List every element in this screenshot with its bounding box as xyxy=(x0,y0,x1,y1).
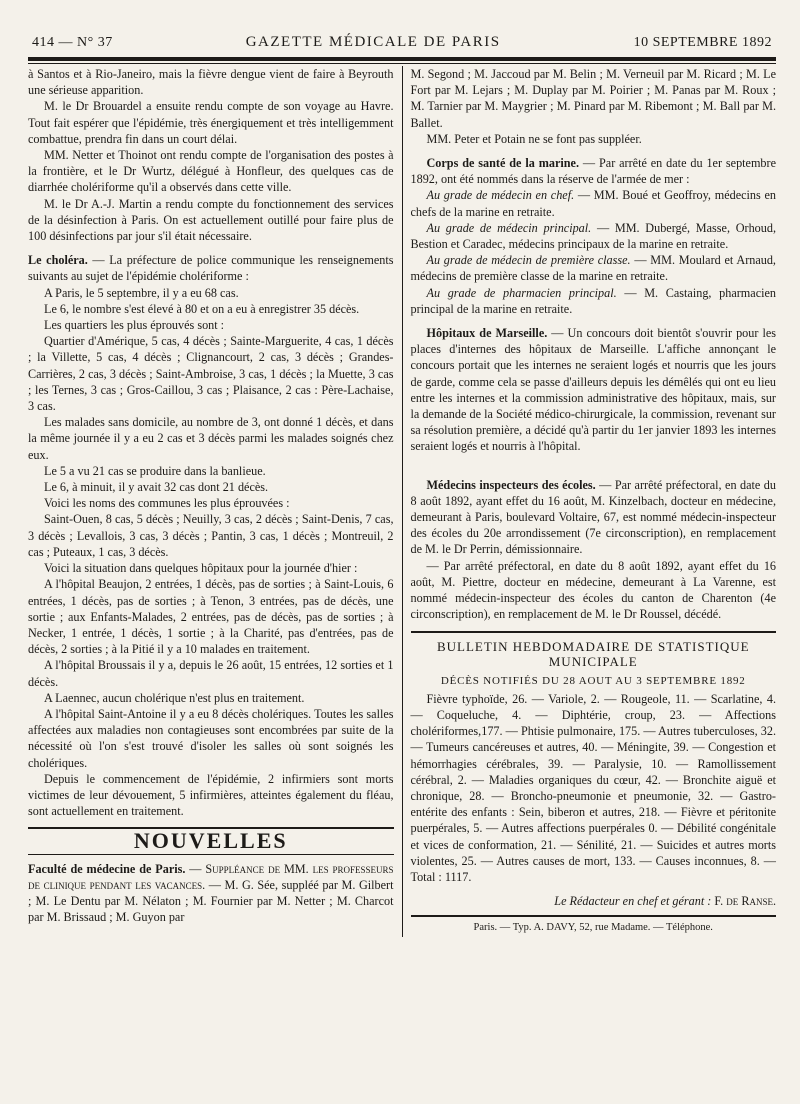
mortality-statistics: Fièvre typhoïde, 26. — Variole, 2. — Rougeole, 11. — Scarlatine, 4. — Coqueluche, 4. — Diphtérie, croup, 23. — Affections cholériformes,177. — Phtisie pulmonaire, 175. — Autres tuberculoses, 32. — Tumeurs cancéreuses et autres, 40. — Méningite, 39. — Congestion et hémorrhagies cérébrales, 39. — Paralysie, 10. — Ramollissement cérébral, 2. — Maladies organiques du cœur, 42. — Bronchite aiguë et chronique, 28. — Broncho-pneumonie et pneumonie, 32. — Gastro-entérite des enfants : Sein, biberon et autres, 218. — Fièvre et péritonite puerpérales, 5. — Autres affections puerpérales 0. — Débilité congénitale et vices de conformation, 21. — Sénilité, 21. — Suicides et autres morts violentes, 25. — Autres causes de mort, 133. — Causes inconnues, 8. — Total : 1117. xyxy=(410,691,776,884)
paragraph: M. le Dr Brouardel a ensuite rendu compte de son voyage au Havre. Tout fait espérer que l'épidémie, très énergiquement et très intelligemment combattue, prendra fin dans un court délai. xyxy=(28,99,394,146)
imprint-rule xyxy=(411,915,777,917)
paragraph: Au grade de médecin en chef. — MM. Boué et Geoffroy, médecins en chefs de la marine en retraite. xyxy=(410,188,776,219)
printer-imprint: Paris. — Typ. A. DAVY, 52, rue Madame. — Téléphone. xyxy=(473,922,713,934)
paragraph: MM. Peter et Potain ne se font pas suppléer. xyxy=(426,131,642,146)
paragraph: MM. Netter et Thoinot ont rendu compte de l'organisation des postes à la frontière, et le Dr Wurtz, délégué à Honfleur, des quelques cas de diarrhée cholériforme qu'il a observés dans cette ville. xyxy=(28,148,394,195)
inspecteurs-section: Médecins inspecteurs des écoles. — Par arrêté préfectoral, en date du 8 août 1892, ayant effet du 16 août, M. Kinzelbach, docteur en médecine, demeurant à Paris, boulevard Voltaire, 67, est nommé médecin-inspecteur des écoles du 20e arrondissement (7e circonscription), en remplacement de M. le Dr Perrin, démissionnaire. xyxy=(410,477,776,557)
paragraph: Les malades sans domicile, au nombre de 3, ont donné 1 décès, et dans la même journée il y a eu 2 cas et 3 décès parmi les malades soignés chez eux. xyxy=(28,415,394,462)
paragraph: Quartier d'Amérique, 5 cas, 4 décès ; Sainte-Marguerite, 4 cas, 1 décès ; la Villette, 5 cas, 4 décès ; Clignancourt, 2 cas, 3 décès ; Grandes-Carrières, 2 cas, 3 décès ; Saint-Ambroise, 3 cas, 1 décès ; la Muette, 3 cas ; les Ternes, 3 cas ; Gros-Caillou, 3 cas ; Plaisance, 2 cas : Père-Lachaise, 3 cas. xyxy=(28,334,394,414)
left-column xyxy=(28,66,402,937)
paragraph: Le 6, le nombre s'est élevé à 80 et on a eu à enregistrer 35 décès. xyxy=(44,301,360,316)
paragraph: Voici les noms des communes les plus éprouvées : xyxy=(44,496,290,511)
editor-signature: Le Rédacteur en chef et gérant : F. de Ranse. xyxy=(554,894,776,909)
paragraph: Saint-Ouen, 8 cas, 5 décès ; Neuilly, 3 cas, 2 décès ; Saint-Denis, 7 cas, 3 décès ; Levallois, 3 cas, 3 décès ; Pantin, 3 cas, 1 décès ; Montreuil, 2 cas ; Puteaux, 1 cas, 3 décès. xyxy=(28,512,394,559)
nouvelles-heading: NOUVELLES xyxy=(28,827,394,854)
paragraph: M. le Dr A.-J. Martin a rendu compte du fonctionnement des services de la désinfection à Paris. On est actuellement outillé pour faire plus de 100 désinfections par jour s'il était nécessaire. xyxy=(28,196,394,244)
columns xyxy=(28,66,776,937)
paragraph: Le 6, à minuit, il y avait 32 cas dont 21 décès. xyxy=(44,480,269,495)
paragraph: Au grade de pharmacien principal. — M. Castaing, pharmacien principal de la marine en retraite. xyxy=(410,285,776,316)
paragraph: Le 5 a vu 21 cas se produire dans la banlieue. xyxy=(44,463,266,478)
paragraph: A l'hôpital Saint-Antoine il y a eu 8 décès cholériques. Toutes les salles affectées aux maladies non contagieuses sont encombrées par suite de la nécessité où l'on s'est trouvé d'isoler les salles où sont soignés les cholériques. xyxy=(28,706,394,770)
journal-title: GAZETTE MÉDICALE DE PARIS xyxy=(245,34,501,50)
paragraph: A Paris, le 5 septembre, il y a eu 68 cas. xyxy=(44,285,239,300)
paragraph: Au grade de médecin de première classe. — MM. Moulard et Arnaud, médecins de première classe de la marine en retraite. xyxy=(410,253,776,284)
bulletin-rule xyxy=(411,631,777,633)
paragraph: Les quartiers les plus éprouvés sont : xyxy=(44,318,225,333)
paragraph: Voici la situation dans quelques hôpitaux pour la journée d'hier : xyxy=(44,561,358,576)
page-number-issue: 414 — N° 37 xyxy=(32,35,113,50)
paragraph: A l'hôpital Broussais il y a, depuis le 26 août, 15 entrées, 12 sorties et 1 décès. xyxy=(28,658,394,689)
newspaper-page xyxy=(28,34,776,937)
paragraph: à Santos et à Rio-Janeiro, mais la fièvre dengue vient de faire à Beyrouth une sérieuse apparition. xyxy=(28,67,394,98)
paragraph: A Laennec, aucun cholérique n'est plus en traitement. xyxy=(44,690,305,705)
right-column xyxy=(402,66,777,937)
page-header xyxy=(28,34,776,51)
marine-section: Corps de santé de la marine. — Par arrêté en date du 1er septembre 1892, ont été nommés dans la réserve de l'armée de mer : xyxy=(410,156,776,187)
cholera-section: Le choléra. — La préfecture de police communique les renseignements suivants au sujet de l'épidémie cholériforme : xyxy=(28,253,394,284)
faculte-section: Faculté de médecine de Paris. — Suppléance de MM. les professeurs de clinique pendant les vacances. — M. G. Sée, suppléé par M. Gilbert ; M. Le Dentu par M. Nélaton ; M. Fournier par M. Netter ; M. Charcot par M. Brissaud ; M. Guyon par xyxy=(28,861,394,925)
paragraph: Depuis le commencement de l'épidémie, 2 infirmiers sont morts victimes de leur dévouement, 5 infirmières, atteintes également du fléau, sont actuellement en traitement. xyxy=(28,771,394,819)
marseille-section: Hôpitaux de Marseille. — Un concours doit bientôt s'ouvrir pour les places d'internes des hôpitaux de Marseille. L'affiche annonçant le concours portait que les internes ne seraient logés et nourris que les jours de garde, comme cela se passe d'ailleurs depuis les démêlés qui ont eu lieu entre les internes et la commission administrative des hôpitaux, mais, sur la demande de la Société médico-chirurgicale, la commission, revenant sur sa résolution première, a décidé qu'à partir du 1er janvier 1893 les internes seraient logés et nourris à l'hôpital. xyxy=(410,326,776,454)
bulletin-subtitle: DÉCÈS NOTIFIÉS DU 28 AOUT AU 3 SEPTEMBRE 1892 xyxy=(440,674,746,687)
paragraph: A l'hôpital Beaujon, 2 entrées, 1 décès, pas de sorties ; à Saint-Louis, 6 entrées, 1 décès, pas de sorties ; à Tenon, 3 entrées, pas de décès, une sortie ; aux Enfants-Malades, 2 entrées, pas de décès, pas de sorties ; à Necker, 1 entrée, 1 décès, 1 sortie ; à la Charité, pas d'entrées, pas de décès, 2 sorties ; à la Pitié il y a 10 malades en traitement. xyxy=(28,577,394,657)
paragraph: Au grade de médecin principal. — MM. Dubergé, Masse, Orhoud, Bestion et Caradec, médecins principaux de la marine en retraite. xyxy=(410,220,777,252)
header-rule xyxy=(28,57,776,61)
bulletin-title: BULLETIN HEBDOMADAIRE DE STATISTIQUE MUNICIPALE xyxy=(436,638,750,669)
header-rule-thin xyxy=(28,63,776,64)
paragraph: M. Segond ; M. Jaccoud par M. Belin ; M. Verneuil par M. Ricard ; M. Le Fort par M. Lejars ; M. Duplay par M. Poirier ; M. Panas par M. Roux ; M. Tarnier par M. Maygrier ; M. Pinard par M. Ribemont ; M. Ball par M. Ballet. xyxy=(410,67,776,130)
issue-date: 10 SEPTEMBRE 1892 xyxy=(633,35,772,50)
paragraph: — Par arrêté préfectoral, en date du 8 août 1892, ayant effet du 16 août, M. Piettre, docteur en médecine, demeurant à La Varenne, est nommé médecin-inspecteur des écoles du canton de Charenton (4e circonscription), en remplacement de M. le Dr Roussel, décédé. xyxy=(410,558,777,622)
